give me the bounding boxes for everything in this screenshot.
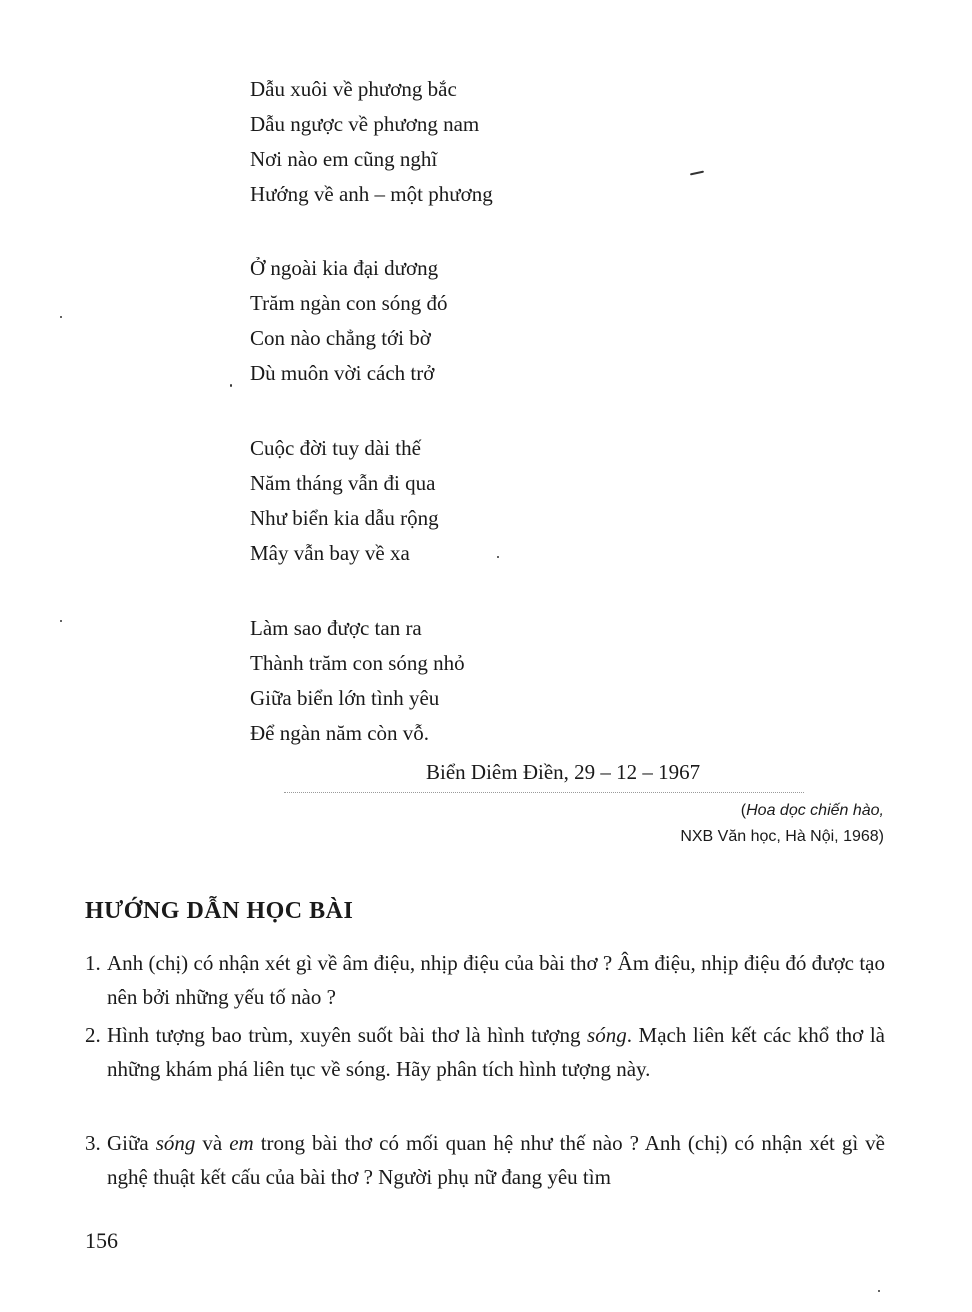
poem-stanza-3	[250, 431, 770, 571]
question-3	[85, 1126, 885, 1194]
poem-line: Nơi nào em cũng nghĩ	[250, 147, 438, 171]
poem-line: Giữa biển lớn tình yêu	[250, 686, 440, 710]
question-text: Hình tượng bao trùm, xuyên suốt bài thơ là hình tượng sóng. Mạch liên kết các khổ thơ là những khám phá liên tục về sóng. Hãy phân tích hình tượng này.	[107, 1023, 885, 1081]
poem-line: Như biển kia dẫu rộng	[250, 506, 439, 530]
emphasis: sóng	[155, 1131, 196, 1155]
poem-place-date: Biển Diêm Điền, 29 – 12 – 1967	[426, 760, 701, 784]
section-heading: HƯỚNG DẪN HỌC BÀI	[85, 898, 354, 924]
question-2	[85, 1018, 885, 1086]
scan-speck	[230, 384, 232, 387]
question-number: 3.	[85, 1131, 101, 1155]
poem-line: Con nào chẳng tới bờ	[250, 326, 431, 350]
question-number: 2.	[85, 1023, 101, 1047]
poem-line: Trăm ngàn con sóng đó	[250, 291, 448, 315]
poem-line: Cuộc đời tuy dài thế	[250, 436, 421, 460]
poem-line: Dù muôn vời cách trở	[250, 361, 435, 385]
dotted-divider	[284, 792, 804, 793]
source-publisher: NXB Văn học, Hà Nội, 1968)	[680, 828, 884, 845]
poem-line: Dẫu ngược về phương nam	[250, 112, 480, 136]
question-text: Giữa sóng và em trong bài thơ có mối quan hệ như thế nào ? Anh (chị) có nhận xét gì về nghệ thuật kết cấu của bài thơ ? Người phụ nữ đang yêu tìm	[107, 1131, 885, 1189]
poem-line: Để ngàn năm còn vỗ.	[250, 721, 430, 745]
scan-speck	[497, 556, 499, 558]
poem-line: Năm tháng vẫn đi qua	[250, 471, 436, 495]
emphasis: sóng	[587, 1023, 627, 1047]
scan-speck	[60, 316, 62, 318]
poem-stanza-4	[250, 611, 770, 751]
poem-line: Mây vẫn bay về xa	[250, 541, 410, 565]
poem-stanza-2	[250, 251, 770, 391]
poem-stanza-1	[250, 72, 770, 212]
question-1	[85, 946, 885, 1014]
poem-line: Làm sao được tan ra	[250, 616, 422, 640]
question-text: Anh (chị) có nhận xét gì về âm điệu, nhịp điệu của bài thơ ? Âm điệu, nhịp điệu đó được tạo nên bởi những yếu tố nào ?	[107, 951, 885, 1009]
scan-speck	[878, 1290, 880, 1292]
poem-line: Dẫu xuôi về phương bắc	[250, 77, 457, 101]
poem-line: Thành trăm con sóng nhỏ	[250, 651, 465, 675]
question-number: 1.	[85, 951, 101, 975]
poem-line: Ở ngoài kia đại dương	[250, 256, 439, 280]
emphasis: em	[229, 1131, 254, 1155]
source-title: Hoa dọc chiến hào,	[746, 802, 884, 819]
page-number: 156	[85, 1228, 118, 1253]
scan-speck	[60, 620, 62, 622]
poem-line: Hướng về anh – một phương	[250, 182, 493, 206]
poem-source: (Hoa dọc chiến hào, NXB Văn học, Hà Nội, 1968)	[680, 798, 884, 850]
